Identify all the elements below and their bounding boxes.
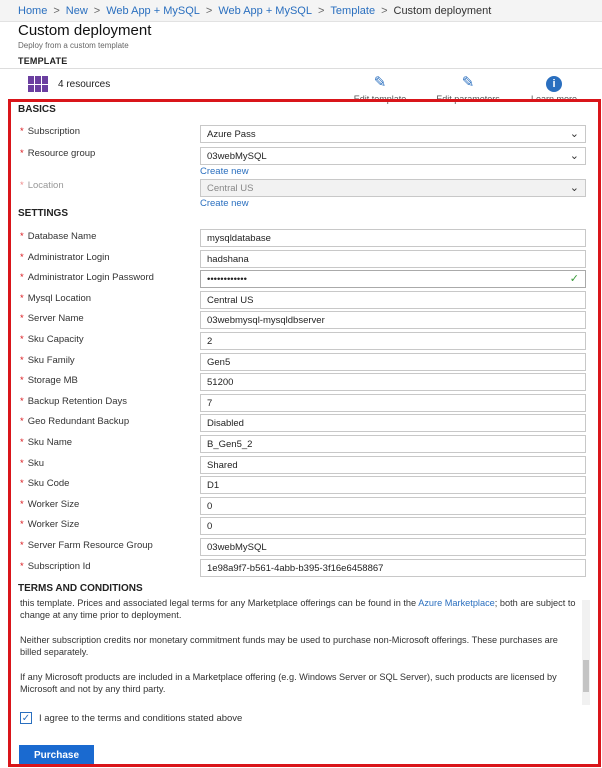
agree-terms-row[interactable] bbox=[20, 712, 242, 724]
setting-8-input[interactable] bbox=[200, 394, 586, 412]
setting-12-value: D1 bbox=[207, 479, 220, 491]
subscription-select[interactable] bbox=[200, 125, 586, 143]
info-icon: i bbox=[545, 74, 563, 92]
create-new-resource-group-link[interactable]: Create new bbox=[200, 166, 249, 177]
setting-10-label: * Sku Name bbox=[20, 437, 73, 448]
setting-6-label: * Sku Family bbox=[20, 355, 75, 366]
setting-2-label: * Administrator Login Password bbox=[20, 272, 154, 283]
breadcrumb bbox=[0, 0, 602, 22]
subscription-label: * Subscription bbox=[20, 126, 80, 137]
setting-5-value: 2 bbox=[207, 335, 213, 347]
location-label: * Location bbox=[20, 180, 64, 191]
setting-8-label: * Backup Retention Days bbox=[20, 396, 127, 407]
setting-1-label: * Administrator Login bbox=[20, 252, 110, 263]
azure-marketplace-link[interactable]: Azure Marketplace bbox=[418, 598, 495, 608]
agree-checkbox[interactable]: ✓ bbox=[21, 713, 31, 724]
setting-1-input[interactable] bbox=[200, 250, 586, 268]
pencil-icon: ✎ bbox=[373, 74, 387, 91]
breadcrumb-current: Custom deployment bbox=[393, 4, 492, 17]
breadcrumb-new[interactable]: New bbox=[65, 4, 88, 17]
setting-14-input[interactable] bbox=[200, 517, 586, 535]
setting-11-input[interactable] bbox=[200, 456, 586, 474]
terms-heading: TERMS AND CONDITIONS bbox=[18, 583, 143, 594]
setting-7-value: 51200 bbox=[207, 376, 234, 388]
setting-0-input[interactable] bbox=[200, 229, 586, 247]
pencil-icon: ✎ bbox=[461, 74, 475, 91]
setting-7-input[interactable] bbox=[200, 373, 586, 391]
setting-11-value: Shared bbox=[207, 459, 238, 471]
setting-4-value: 03webmysql-mysqldbserver bbox=[207, 314, 325, 326]
setting-6-input[interactable] bbox=[200, 353, 586, 371]
setting-10-input[interactable] bbox=[200, 435, 586, 453]
divider bbox=[0, 68, 602, 69]
setting-11-label: * Sku bbox=[20, 458, 45, 469]
setting-14-value: 0 bbox=[207, 520, 213, 532]
resource-group-label: * Resource group bbox=[20, 148, 96, 159]
breadcrumb-webapp-mysql-1[interactable]: Web App + MySQL bbox=[106, 4, 200, 17]
setting-12-input[interactable] bbox=[200, 476, 586, 494]
setting-4-label: * Server Name bbox=[20, 313, 84, 324]
setting-13-input[interactable] bbox=[200, 497, 586, 515]
location-select[interactable] bbox=[200, 179, 586, 197]
edit-parameters-label: Edit parameters bbox=[436, 94, 500, 104]
settings-heading: SETTINGS bbox=[18, 208, 69, 219]
breadcrumb-template[interactable]: Template bbox=[330, 4, 376, 17]
chevron-down-icon: ⌄ bbox=[569, 150, 579, 162]
resource-count: 4 resources bbox=[58, 79, 111, 90]
setting-15-input[interactable] bbox=[200, 538, 586, 556]
agree-label: I agree to the terms and conditions stated above bbox=[39, 712, 243, 724]
page-subtitle: Deploy from a custom template bbox=[18, 41, 129, 50]
chevron-down-icon: ⌄ bbox=[569, 128, 579, 140]
setting-2-value: •••••••••••• bbox=[207, 273, 247, 285]
terms-text bbox=[20, 597, 595, 707]
template-heading: TEMPLATE bbox=[18, 56, 68, 66]
setting-2-input[interactable] bbox=[200, 270, 586, 288]
edit-template-button[interactable] bbox=[340, 74, 420, 104]
create-new-location-link[interactable]: Create new bbox=[200, 198, 249, 209]
resource-group-select[interactable] bbox=[200, 147, 586, 165]
breadcrumb-webapp-mysql-2[interactable]: Web App + MySQL bbox=[218, 4, 312, 17]
setting-9-label: * Geo Redundant Backup bbox=[20, 416, 130, 427]
breadcrumb-separator: > bbox=[93, 4, 101, 17]
setting-0-label: * Database Name bbox=[20, 231, 97, 242]
setting-16-input[interactable] bbox=[200, 559, 586, 577]
breadcrumb-home[interactable]: Home bbox=[18, 4, 48, 17]
setting-12-label: * Sku Code bbox=[20, 478, 70, 489]
setting-3-value: Central US bbox=[207, 294, 254, 306]
setting-10-value: B_Gen5_2 bbox=[207, 438, 253, 450]
page-title: Custom deployment bbox=[18, 22, 152, 39]
setting-6-value: Gen5 bbox=[207, 356, 231, 368]
setting-9-input[interactable] bbox=[200, 414, 586, 432]
resource-group-value: 03webMySQL bbox=[207, 150, 267, 162]
breadcrumb-separator: > bbox=[317, 4, 325, 17]
setting-15-label: * Server Farm Resource Group bbox=[20, 540, 153, 551]
setting-1-value: hadshana bbox=[207, 253, 249, 265]
subscription-value: Azure Pass bbox=[207, 128, 256, 140]
setting-16-label: * Subscription Id bbox=[20, 561, 91, 572]
location-value: Central US bbox=[207, 182, 254, 194]
setting-0-value: mysqldatabase bbox=[207, 232, 271, 244]
setting-16-value: 1e98a9f7-b561-4abb-b395-3f16e6458867 bbox=[207, 562, 384, 574]
breadcrumb-separator: > bbox=[205, 4, 213, 17]
edit-parameters-button[interactable] bbox=[428, 74, 508, 104]
terms-scrollbar-thumb[interactable] bbox=[583, 660, 589, 692]
breadcrumb-separator: > bbox=[53, 4, 60, 17]
terms-paragraph: this template. Prices and associated legal terms for any Marketplace offerings can be found in the Azure Marketplace; both are subject to change at any time prior to deployment. bbox=[20, 598, 576, 620]
breadcrumb-separator: > bbox=[381, 4, 388, 17]
setting-9-value: Disabled bbox=[207, 417, 244, 429]
purchase-button[interactable]: Purchase bbox=[19, 745, 94, 765]
chevron-down-icon: ⌄ bbox=[569, 182, 579, 194]
setting-15-value: 03webMySQL bbox=[207, 541, 267, 553]
resources-grid-icon bbox=[28, 76, 48, 92]
setting-5-label: * Sku Capacity bbox=[20, 334, 84, 345]
setting-3-input[interactable] bbox=[200, 291, 586, 309]
terms-paragraph: If any Microsoft products are included in a Marketplace offering (e.g. Windows Server or SQL Server), such products are licensed by Microsoft and not by any third party. bbox=[20, 672, 557, 694]
setting-4-input[interactable] bbox=[200, 311, 586, 329]
edit-template-label: Edit template bbox=[353, 94, 407, 104]
setting-3-label: * Mysql Location bbox=[20, 293, 92, 304]
setting-13-label: * Worker Size bbox=[20, 499, 80, 510]
learn-more-button[interactable] bbox=[514, 74, 594, 104]
learn-more-label: Learn more bbox=[530, 94, 578, 104]
basics-heading: BASICS bbox=[18, 104, 56, 115]
valid-check-icon: ✓ bbox=[569, 273, 579, 285]
setting-7-label: * Storage MB bbox=[20, 375, 78, 386]
setting-5-input[interactable] bbox=[200, 332, 586, 350]
setting-13-value: 0 bbox=[207, 500, 213, 512]
setting-14-label: * Worker Size bbox=[20, 519, 80, 530]
setting-8-value: 7 bbox=[207, 397, 213, 409]
terms-paragraph: Neither subscription credits nor monetary commitment funds may be used to purchase non-Microsoft offerings. These purchases are billed separately. bbox=[20, 635, 558, 657]
